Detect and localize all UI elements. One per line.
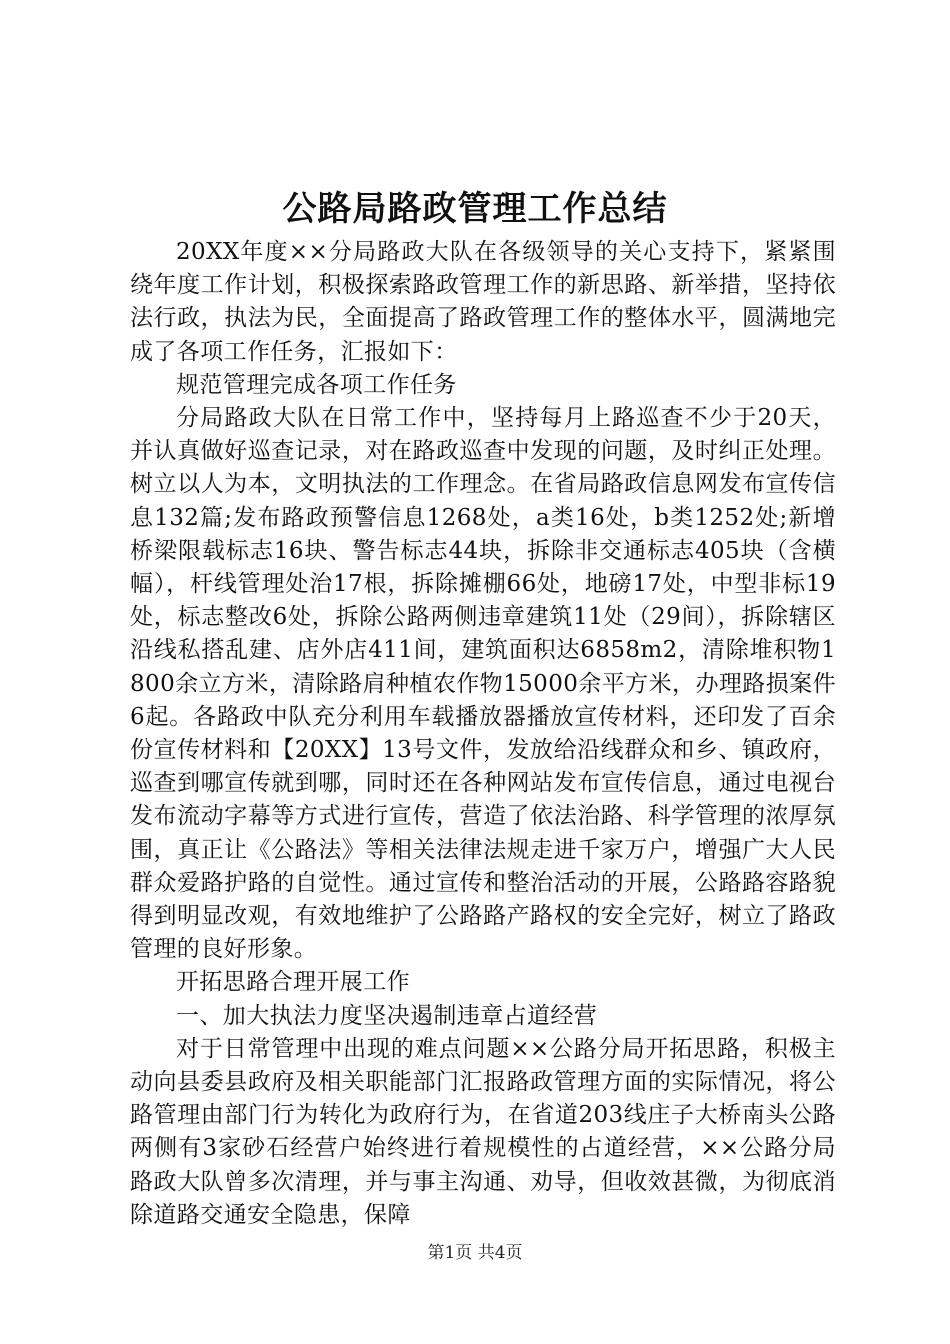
subsection-heading-enforcement: 一、加大执法力度坚决遏制违章占道经营: [176, 1002, 598, 1029]
body-paragraph-patrol: 分局路政大队在日常工作中，坚持每月上路巡查不少于20天，并认真做好巡查记录，对在路政巡查中发现的问题，及时纠正处理。树立以人为本，文明执法的工作理念。在省局路政信息网发布宣传信息132篇;发布路政预警信息1268处，a类16处，b类1252处;新增桥梁限载标志16块、警告标志44块，拆除非交通标志405块（含横幅），杆线管理处治17根，拆除摊棚66处，地磅17处，中型非标19处，标志整改6处，拆除公路两侧违章建筑11处（29间），拆除辖区沿线私搭乱建、店外店411间，建筑面积达6858m2，清除堆积物1800余立方米，清除路肩种植农作物15000余平方米，办理路损案件6起。各路政中队充分利用车载播放器播放宣传材料，还印发了百余份宣传材料和【20XX】13号文件，发放给沿线群众和乡、镇政府，巡查到哪宣传就到哪，同时还在各种网站发布宣传信息，通过电视台发布流动字幕等方式进行宣传，营造了依法治路、科学管理的浓厚氛围，真正让《公路法》等相关法律法规走进千家万户，增强广大人民群众爱路护路的自觉性。通过宣传和整治活动的开展，公路路容路貌得到明显改观，有效地维护了公路路产路权的安全完好，树立了路政管理的良好形象。: [130, 405, 836, 963]
section-heading-expand-ideas: 开拓思路合理开展工作: [176, 969, 410, 996]
document-title: 公路局路政管理工作总结: [282, 189, 668, 229]
section-heading-standardize: 规范管理完成各项工作任务: [176, 371, 457, 398]
document-body: [130, 236, 836, 1232]
page-number-footer: 第1页 共4页: [427, 1243, 523, 1263]
body-paragraph-intro: 20XX年度××分局路政大队在各级领导的关心支持下，紧紧围绕年度工作计划，积极探索路政管理工作的新思路、新举措，坚持依法行政，执法为民，全面提高了路政管理工作的整体水平，圆满地完成了各项工作任务，汇报如下：: [130, 239, 836, 365]
body-paragraph-enforcement: 对于日常管理中出现的难点问题××公路分局开拓思路，积极主动向县委县政府及相关职能部门汇报路政管理方面的实际情况，将公路管理由部门行为转化为政府行为，在省道203线庄子大桥南头公路两侧有3家砂石经营户始终进行着规模性的占道经营，××公路分局路政大队曾多次清理，并与事主沟通、劝导，但收效甚微，为彻底消除道路交通安全隐患，保障: [130, 1035, 836, 1228]
